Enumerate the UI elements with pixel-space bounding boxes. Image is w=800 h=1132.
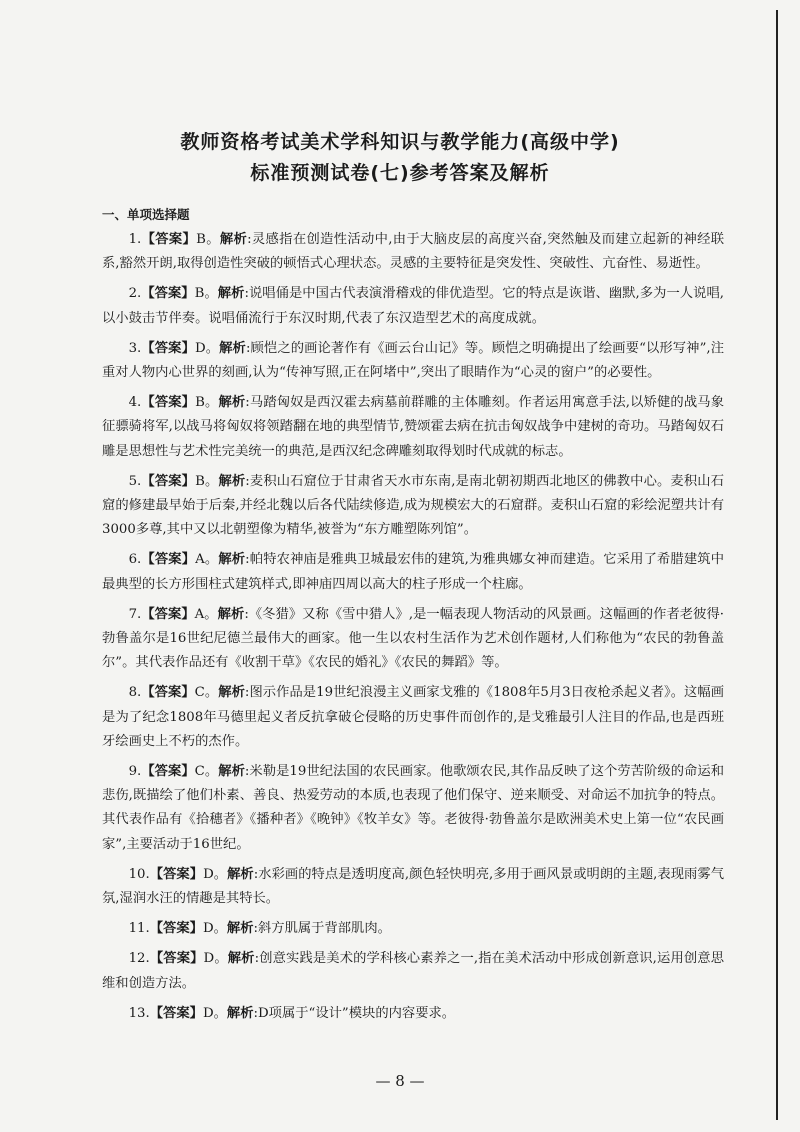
analysis-label: 解析: [217, 286, 245, 302]
analysis-text: :水彩画的特点是透明度高,颜色轻快明亮,多用于画风景或明朗的主题,表现雨雾气氛,湿润水汪的情趣是其特长。: [102, 866, 724, 907]
analysis-text: :图示作品是19世纪浪漫主义画家戈雅的《1808年5月3日夜枪杀起义者》。这幅画是为了纪念1808年马德里起义者反抗拿破仑侵略的历史事件而创作的,是戈雅最引人注目的作品,也是西班牙绘画史上不朽的杰作。: [102, 685, 725, 749]
answer-label: 【答案】: [141, 395, 196, 411]
answer-item: [102, 1002, 724, 1026]
answer-choice: B。: [195, 473, 219, 489]
answer-label: 【答案】: [149, 1005, 203, 1021]
analysis-label: 解析: [227, 866, 254, 882]
item-number: 6.: [128, 552, 142, 568]
answer-label: 【答案】: [141, 340, 195, 356]
item-number: 4.: [128, 395, 142, 411]
item-number: 8.: [128, 685, 142, 701]
analysis-label: 解析: [217, 606, 245, 622]
item-number: 13.: [128, 1005, 150, 1021]
analysis-text: :灵感指在创造性活动中,由于大脑皮层的高度兴奋,突然触及而建立起新的神经联系,豁然开朗,取得创造性突破的顿悟式心理状态。灵感的主要特征是突发性、突破性、亢奋性、易逝性。: [102, 232, 725, 272]
item-number: 9.: [128, 764, 142, 780]
analysis-label: 解析: [218, 764, 245, 780]
page-number: — 8 —: [375, 1072, 425, 1090]
answer-choice: C。: [194, 764, 219, 780]
answer-item: [102, 282, 724, 330]
analysis-text: :说唱俑是中国古代表演滑稽戏的俳优造型。它的特点是诙谐、幽默,多为一人说唱,以小鼓击节伴奏。说唱俑流行于东汉时期,代表了东汉造型艺术的高度成就。: [102, 286, 725, 326]
answer-label: 【答案】: [149, 866, 204, 882]
answer-item: [102, 337, 724, 385]
item-number: 12.: [128, 951, 150, 967]
analysis-text: :斜方肌属于背部肌肉。: [253, 921, 391, 937]
answer-item: [102, 603, 724, 676]
answer-item: [102, 681, 724, 754]
analysis-label: 解析: [218, 395, 246, 411]
analysis-text: :创意实践是美术的学科核心素养之一,指在美术活动中形成创新意识,运用创意思维和创造方法。: [102, 951, 724, 991]
answer-label: 【答案】: [149, 921, 203, 937]
analysis-label: 解析: [226, 1005, 254, 1021]
analysis-label: 解析: [227, 951, 255, 967]
answer-choice: A。: [195, 552, 219, 568]
answer-item: [102, 863, 724, 911]
item-number: 1.: [128, 232, 142, 247]
answer-label: 【答案】: [141, 606, 195, 622]
analysis-text: :《冬猎》又称《雪中猎人》,是一幅表现人物活动的风景画。这幅画的作者老彼得·勃鲁盖尔是16世纪尼德兰最伟大的画家。他一生以农村生活作为艺术创作题材,人们称他为“农民的勃鲁盖尔”。其代表作品还有《收割干草》《农民的婚礼》《农民的舞蹈》等。: [102, 606, 725, 671]
answer-choice: B。: [194, 286, 218, 302]
answer-choice: B。: [196, 232, 220, 247]
analysis-text: :帕特农神庙是雅典卫城最宏伟的建筑,为雅典娜女神而建造。它采用了希腊建筑中最典型的长方形围柱式建筑样式,即神庙四周以高大的柱子形成一个柱廊。: [102, 552, 725, 592]
answer-choice: D。: [203, 866, 228, 882]
answer-label: 【答案】: [141, 232, 197, 247]
answer-label: 【答案】: [141, 685, 195, 701]
item-number: 5.: [128, 473, 142, 489]
item-number: 3.: [128, 340, 142, 356]
item-number: 2.: [128, 286, 142, 302]
answer-choice: D。: [202, 1005, 227, 1021]
answer-choice: C。: [194, 685, 219, 701]
answer-label: 【答案】: [141, 764, 195, 780]
item-number: 7.: [128, 606, 142, 622]
answer-item: [102, 391, 724, 464]
answer-item: [102, 917, 724, 941]
answer-label: 【答案】: [149, 951, 204, 967]
analysis-label: 解析: [219, 340, 246, 356]
analysis-label: 解析: [218, 685, 245, 701]
item-number: 11.: [128, 921, 150, 937]
answer-item: [102, 548, 724, 596]
answer-choice: B。: [195, 395, 219, 411]
answer-label: 【答案】: [141, 552, 196, 568]
answer-choice: D。: [203, 951, 228, 967]
document-title: 教师资格考试美术学科知识与教学能力(高级中学): [180, 131, 620, 153]
analysis-label: 解析: [218, 473, 246, 489]
analysis-text: :顾恺之的画论著作有《画云台山记》等。顾恺之明确提出了绘画要“以形写神”,注重对人物内心世界的刻画,认为“传神写照,正在阿堵中”,突出了眼睛作为“心灵的窗户”的必要性。: [102, 340, 724, 381]
analysis-label: 解析: [218, 552, 246, 568]
answer-label: 【答案】: [141, 473, 196, 489]
analysis-text: :麦积山石窟位于甘肃省天水市东南,是南北朝初期西北地区的佛教中心。麦积山石窟的修建最早始于后秦,并经北魏以后各代陆续修造,成为规模宏大的石窟群。麦积山石窟的彩绘泥塑共计有3000多尊,其中又以北朝塑像为精华,被誉为“东方雕塑陈列馆”。: [102, 473, 724, 538]
item-number: 10.: [128, 866, 150, 882]
answer-item: [102, 470, 724, 543]
document-subtitle: 标准预测试卷(七)参考答案及解析: [250, 162, 550, 184]
answer-item: [102, 760, 724, 857]
answer-item: [102, 947, 724, 995]
analysis-label: 解析: [219, 232, 248, 247]
answer-label: 【答案】: [141, 286, 195, 302]
section-heading: 一、单项选择题: [102, 207, 190, 222]
answer-item: [102, 228, 724, 276]
analysis-text: :D项属于“设计”模块的内容要求。: [253, 1005, 456, 1021]
analysis-label: 解析: [226, 921, 254, 937]
answer-choice: D。: [202, 921, 227, 937]
analysis-text: :米勒是19世纪法国的农民画家。他歌颂农民,其作品反映了这个劳苦阶级的命运和悲伤,既描绘了他们朴素、善良、热爱劳动的本质,也表现了他们保守、逆来顺受、对命运不加抗争的特点。其代表作品有《拾穗者》《播种者》《晚钟》《牧羊女》等。老彼得·勃鲁盖尔是欧洲美术史上第一位“农民画家”,主要活动于16世纪。: [102, 764, 725, 852]
answer-choice: D。: [194, 340, 220, 356]
answer-list: [102, 228, 724, 1032]
analysis-text: :马踏匈奴是西汉霍去病墓前群雕的主体雕刻。作者运用寓意手法,以矫健的战马象征骠骑将军,以战马将匈奴将领踏翻在地的典型情节,赞颂霍去病在抗击匈奴战争中建树的奇功。马踏匈奴石雕是思想性与艺术性完美统一的典范,是西汉纪念碑雕刻取得划时代成就的标志。: [102, 395, 724, 459]
answer-choice: A。: [194, 606, 218, 622]
